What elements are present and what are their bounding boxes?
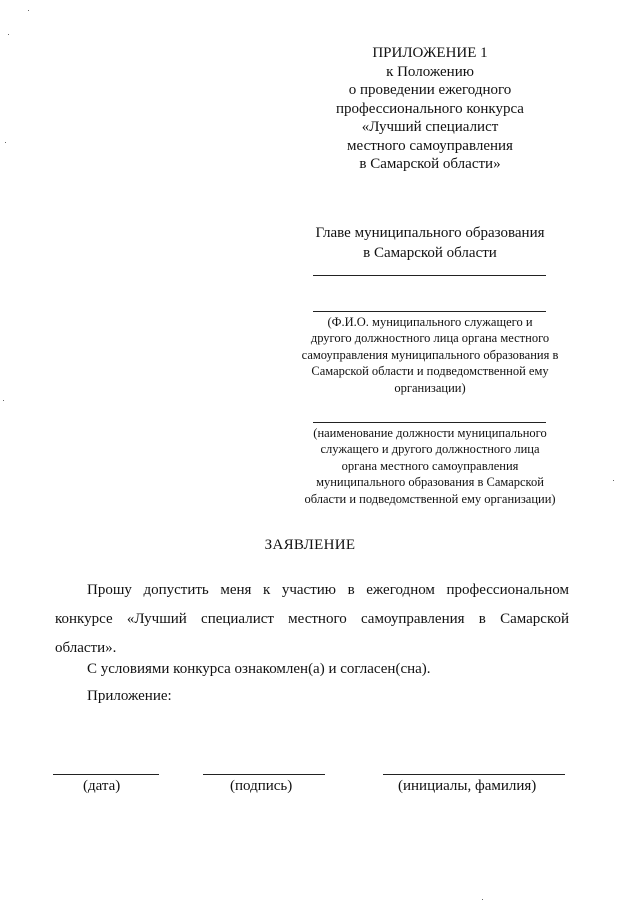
position-caption-line: области и подведомственной ему организации) <box>304 491 556 506</box>
appendix-line: профессионального конкурса <box>336 100 524 117</box>
fio-blank-line[interactable] <box>313 311 546 312</box>
fio-caption-line: Самарской области и подведомственной ему <box>311 364 549 379</box>
position-caption-line: (наименование должности муниципального <box>313 426 547 440</box>
appendix-title: ПРИЛОЖЕНИЕ 1 <box>372 45 488 61</box>
scan-speck <box>8 34 9 35</box>
document-title: ЗАЯВЛЕНИЕ <box>264 537 356 553</box>
appendix-line: к Положению <box>386 63 474 80</box>
appendix-line: местного самоуправления <box>347 137 513 154</box>
position-caption-line: служащего и другого должностного лица <box>320 442 540 457</box>
fio-caption-line: другого должностного лица органа местного <box>310 331 550 346</box>
addressee-name-blank-line[interactable] <box>313 275 546 276</box>
addressee-line: Главе муниципального образования <box>315 225 545 241</box>
appendix-header <box>300 44 560 174</box>
scan-speck <box>482 899 483 900</box>
name-blank-line[interactable] <box>383 774 565 775</box>
fio-caption <box>288 314 572 396</box>
fio-caption-line: организации) <box>394 380 466 395</box>
signature-blank-line[interactable] <box>203 774 325 775</box>
position-blank-line[interactable] <box>313 422 546 423</box>
name-label: (инициалы, фамилия) <box>398 778 537 794</box>
date-label: (дата) <box>83 778 121 794</box>
appendix-line: «Лучший специалист <box>361 119 499 135</box>
fio-caption-line: (Ф.И.О. муниципального служащего и <box>327 315 533 329</box>
signature-label: (подпись) <box>230 778 293 794</box>
conditions-paragraph: С условиями конкурса ознакомлен(а) и согласен(сна). <box>87 661 431 677</box>
date-blank-line[interactable] <box>53 774 159 775</box>
scan-speck <box>28 10 29 11</box>
attachment-paragraph: Приложение: <box>87 688 172 704</box>
addressee-block <box>300 223 560 263</box>
position-caption-line: муниципального образования в Самарской <box>316 475 544 490</box>
scan-speck <box>5 142 6 143</box>
position-caption <box>288 425 572 507</box>
request-paragraph: Прошу допустить меня к участию в ежегодном профессиональном конкурсе «Лучший специалист местного самоуправления в Самарской области». <box>55 582 569 656</box>
addressee-line: в Самарской области <box>363 245 497 261</box>
position-caption-line: органа местного самоуправления <box>341 458 519 473</box>
scan-speck <box>613 480 614 481</box>
scan-speck <box>3 400 4 401</box>
fio-caption-line: самоуправления муниципального образования в <box>301 347 559 362</box>
appendix-line: в Самарской области» <box>359 156 501 172</box>
appendix-line: о проведении ежегодного <box>348 82 512 98</box>
